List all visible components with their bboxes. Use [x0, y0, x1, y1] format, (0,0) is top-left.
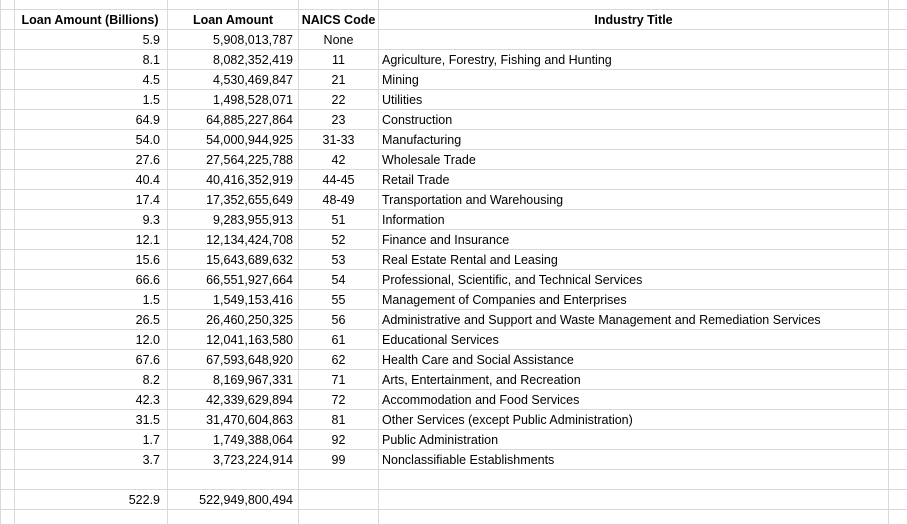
table-row [0, 150, 907, 170]
cell-loan-amount[interactable]: 67,593,648,920 [206, 353, 293, 367]
cell-loan-amount[interactable]: 8,169,967,331 [213, 373, 293, 387]
cell-loan-billions[interactable]: 26.5 [135, 313, 160, 327]
cell-loan-amount[interactable]: 1,498,528,071 [213, 93, 293, 107]
cell-loan-amount[interactable]: 15,643,689,632 [206, 253, 293, 267]
cell-industry-title[interactable]: Manufacturing [382, 133, 462, 147]
cell-naics-code[interactable]: 42 [331, 153, 346, 167]
cell-industry-title[interactable]: Information [382, 213, 445, 227]
table-row [0, 350, 907, 370]
cell-loan-billions[interactable]: 3.7 [142, 453, 160, 467]
cell-naics-code[interactable]: 71 [331, 373, 346, 387]
cell-loan-amount[interactable]: 64,885,227,864 [206, 113, 293, 127]
cell-industry-title[interactable]: Utilities [382, 93, 423, 107]
cell-loan-billions[interactable]: 67.6 [135, 353, 160, 367]
cell-loan-amount[interactable]: 66,551,927,664 [206, 273, 293, 287]
table-row [0, 370, 907, 390]
table-row [0, 250, 907, 270]
cell-loan-billions[interactable]: 12.1 [135, 233, 160, 247]
cell-loan-billions[interactable]: 17.4 [135, 193, 160, 207]
cell-loan-amount[interactable]: 8,082,352,419 [213, 53, 293, 67]
table-row [0, 270, 907, 290]
cell-industry-title[interactable]: Other Services (except Public Administration) [382, 413, 633, 427]
cell-loan-amount[interactable]: 12,134,424,708 [206, 233, 293, 247]
cell-industry-title[interactable]: Nonclassifiable Establishments [382, 453, 555, 467]
totals-row [0, 490, 907, 510]
cell-loan-billions[interactable]: 1.7 [142, 433, 160, 447]
cell-industry-title[interactable] [382, 30, 887, 50]
cell-industry-title[interactable]: Educational Services [382, 333, 499, 347]
cell-loan-amount[interactable]: 26,460,250,325 [206, 313, 293, 327]
header-naics-code[interactable]: NAICS Code [301, 13, 376, 27]
header-row [0, 10, 907, 30]
cell-loan-billions[interactable]: 27.6 [135, 153, 160, 167]
header-loan-billions[interactable]: Loan Amount (Billions) [21, 13, 159, 27]
cell-loan-amount[interactable]: 27,564,225,788 [206, 153, 293, 167]
table-row [0, 190, 907, 210]
cell-loan-billions[interactable]: 1.5 [142, 293, 160, 307]
cell-loan-amount[interactable]: 31,470,604,863 [206, 413, 293, 427]
cell-loan-amount[interactable]: 1,549,153,416 [213, 293, 293, 307]
cell-loan-amount[interactable]: 17,352,655,649 [206, 193, 293, 207]
table-row [0, 130, 907, 150]
cell-loan-billions[interactable]: 8.2 [142, 373, 160, 387]
table-row [0, 390, 907, 410]
table-row [0, 50, 907, 70]
cell-naics-code[interactable]: 23 [331, 113, 346, 127]
cell-loan-billions[interactable]: 4.5 [142, 73, 160, 87]
cell-naics-code[interactable]: 72 [331, 393, 346, 407]
cell-naics-code[interactable]: 51 [331, 213, 346, 227]
table-row [0, 90, 907, 110]
cell-naics-code[interactable]: 55 [331, 293, 346, 307]
cell-naics-code[interactable]: 99 [331, 453, 346, 467]
cell-industry-title[interactable]: Transportation and Warehousing [382, 193, 564, 207]
table-row [0, 430, 907, 450]
cell-industry-title[interactable]: Wholesale Trade [382, 153, 476, 167]
cell-loan-billions[interactable]: 8.1 [142, 53, 160, 67]
cell-industry-title[interactable]: Mining [382, 73, 419, 87]
cell-naics-code[interactable]: 21 [331, 73, 346, 87]
cell-industry-title[interactable]: Professional, Scientific, and Technical Services [382, 273, 643, 287]
cell-industry-title[interactable]: Health Care and Social Assistance [382, 353, 574, 367]
cell-loan-billions[interactable]: 64.9 [135, 113, 160, 127]
cell-naics-code[interactable]: None [323, 33, 354, 47]
header-industry-title[interactable]: Industry Title [594, 13, 673, 27]
cell-naics-code[interactable]: 31-33 [322, 133, 355, 147]
cell-naics-code[interactable]: 54 [331, 273, 346, 287]
cell-industry-title[interactable]: Public Administration [382, 433, 499, 447]
cell-loan-amount[interactable]: 42,339,629,894 [206, 393, 293, 407]
cell-loan-amount[interactable]: 9,283,955,913 [213, 213, 293, 227]
cell-naics-code[interactable]: 81 [331, 413, 346, 427]
table-row [0, 210, 907, 230]
cell-naics-code[interactable]: 56 [331, 313, 346, 327]
cell-loan-amount[interactable]: 40,416,352,919 [206, 173, 293, 187]
cell-loan-amount[interactable]: 1,749,388,064 [213, 433, 293, 447]
cell-loan-amount[interactable]: 3,723,224,914 [213, 453, 293, 467]
cell-loan-billions[interactable]: 42.3 [135, 393, 160, 407]
total-amount[interactable]: 522,949,800,494 [199, 493, 293, 507]
cell-loan-billions[interactable]: 12.0 [135, 333, 160, 347]
cell-industry-title[interactable]: Finance and Insurance [382, 233, 510, 247]
table-row [0, 230, 907, 250]
cell-industry-title[interactable]: Real Estate Rental and Leasing [382, 253, 558, 267]
cell-loan-billions[interactable]: 66.6 [135, 273, 160, 287]
table-row [0, 30, 907, 50]
cell-loan-billions[interactable]: 54.0 [135, 133, 160, 147]
cell-naics-code[interactable]: 61 [331, 333, 346, 347]
cell-industry-title[interactable]: Construction [382, 113, 453, 127]
cell-loan-billions[interactable]: 5.9 [142, 33, 160, 47]
cell-loan-billions[interactable]: 31.5 [135, 413, 160, 427]
cell-loan-amount[interactable]: 5,908,013,787 [213, 33, 293, 47]
cell-loan-amount[interactable]: 12,041,163,580 [206, 333, 293, 347]
table-row [0, 110, 907, 130]
cell-naics-code[interactable]: 22 [331, 93, 346, 107]
cell-naics-code[interactable]: 52 [331, 233, 346, 247]
table-row [0, 330, 907, 350]
cell-loan-billions[interactable]: 1.5 [142, 93, 160, 107]
cell-industry-title[interactable]: Retail Trade [382, 173, 450, 187]
table-row [0, 290, 907, 310]
cell-loan-amount[interactable]: 4,530,469,847 [213, 73, 293, 87]
table-row [0, 310, 907, 330]
cell-naics-code[interactable]: 48-49 [322, 193, 355, 207]
cell-industry-title[interactable]: Accommodation and Food Services [382, 393, 580, 407]
cell-loan-billions[interactable]: 15.6 [135, 253, 160, 267]
cell-naics-code[interactable]: 11 [332, 53, 345, 67]
cell-loan-billions[interactable]: 9.3 [142, 213, 160, 227]
header-loan-amount[interactable]: Loan Amount [192, 13, 274, 27]
cell-naics-code[interactable]: 92 [331, 433, 346, 447]
cell-naics-code[interactable]: 44-45 [322, 173, 355, 187]
table-row [0, 450, 907, 470]
total-billions[interactable]: 522.9 [128, 493, 160, 507]
cell-industry-title[interactable]: Administrative and Support and Waste Management and Remediation Services [382, 313, 821, 327]
cell-naics-code[interactable]: 53 [331, 253, 346, 267]
cell-loan-amount[interactable]: 54,000,944,925 [206, 133, 293, 147]
cell-industry-title[interactable]: Agriculture, Forestry, Fishing and Hunting [382, 53, 612, 67]
table-row [0, 70, 907, 90]
cell-industry-title[interactable]: Arts, Entertainment, and Recreation [382, 373, 581, 387]
cell-industry-title[interactable]: Management of Companies and Enterprises [382, 293, 627, 307]
table-row [0, 170, 907, 190]
table-row [0, 410, 907, 430]
cell-loan-billions[interactable]: 40.4 [135, 173, 160, 187]
cell-naics-code[interactable]: 62 [331, 353, 346, 367]
